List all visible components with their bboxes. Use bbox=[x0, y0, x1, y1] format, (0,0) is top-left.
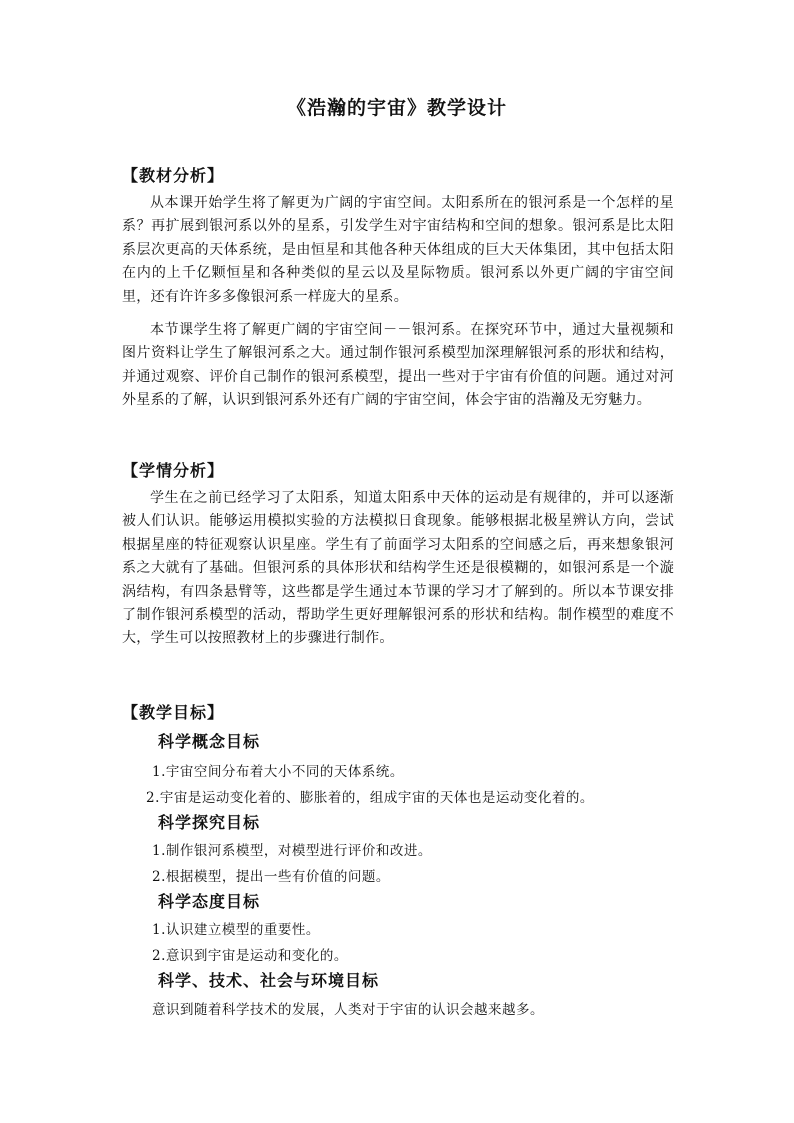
paragraph-materials-2: 本节课学生将了解更广阔的宇宙空间－－银河系。在探究环节中，通过大量视频和图片资料让学生了解银河系之大。通过制作银河系模型加深理解银河系的形状和结构，并通过观察、评价自己制作的银河系模型，提出一些对于宇宙有价值的问题。通过对河外星系的了解，认识到银河系外还有广阔的宇宙空间，体会宇宙的浩瀚及无穷魅力。 bbox=[122, 322, 674, 409]
list-item-inquiry-1: 1.制作银河系模型，对模型进行评价和改进。 bbox=[152, 843, 432, 859]
section-heading-students: 【学情分析】 bbox=[122, 461, 225, 480]
section-heading-materials: 【教材分析】 bbox=[122, 166, 225, 185]
sub-heading-inquiry: 科学探究目标 bbox=[158, 813, 261, 832]
sub-heading-attitude: 科学态度目标 bbox=[158, 892, 261, 911]
paragraph-materials-1: 从本课开始学生将了解更为广阔的宇宙空间。太阳系所在的银河系是一个怎样的星系？再扩展到银河系以外的星系，引发学生对宇宙结构和空间的想象。银河系是比太阳系层次更高的天体系统，是由恒星和其他各种天体组成的巨大天体集团，其中包括太阳在内的上千亿颗恒星和各种类似的星云以及星际物质。银河系以外更广阔的宇宙空间里，还有许许多多像银河系一样庞大的星系。 bbox=[122, 195, 674, 305]
goal-text-sts: 意识到随着科学技术的发展，人类对于宇宙的认识会越来越多。 bbox=[152, 1002, 544, 1018]
sub-heading-sts: 科学、技术、社会与环境目标 bbox=[158, 971, 380, 990]
list-item-concept-1: 1.宇宙空间分布着大小不同的天体系统。 bbox=[152, 764, 404, 780]
paragraph-students-1: 学生在之前已经学习了太阳系，知道太阳系中天体的运动是有规律的，并可以逐渐被人们认识。能够运用模拟实验的方法模拟日食现象。能够根据北极星辨认方向，尝试根据星座的特征观察认识星座。学生有了前面学习太阳系的空间感之后，再来想象银河系之大就有了基础。但银河系的具体形状和结构学生还是很模糊的，如银河系是一个漩涡结构，有四条悬臂等，这些都是学生通过本节课的学习才了解到的。所以本节课安排了制作银河系模型的活动，帮助学生更好理解银河系的形状和结构。制作模型的难度不大，学生可以按照教材上的步骤进行制作。 bbox=[122, 490, 674, 647]
list-item-inquiry-2: 2.根据模型，提出一些有价值的问题。 bbox=[152, 869, 390, 885]
list-item-attitude-1: 1.认识建立模型的重要性。 bbox=[152, 922, 320, 938]
section-heading-goals: 【教学目标】 bbox=[122, 703, 225, 722]
sub-heading-concept: 科学概念目标 bbox=[158, 732, 261, 751]
list-item-attitude-2: 2.意识到宇宙是运动和变化的。 bbox=[152, 948, 348, 964]
page-title: 《浩瀚的宇宙》教学设计 bbox=[286, 97, 507, 119]
list-item-concept-2: 2.宇宙是运动变化着的、膨胀着的，组成宇宙的天体也是运动变化着的。 bbox=[146, 790, 594, 806]
